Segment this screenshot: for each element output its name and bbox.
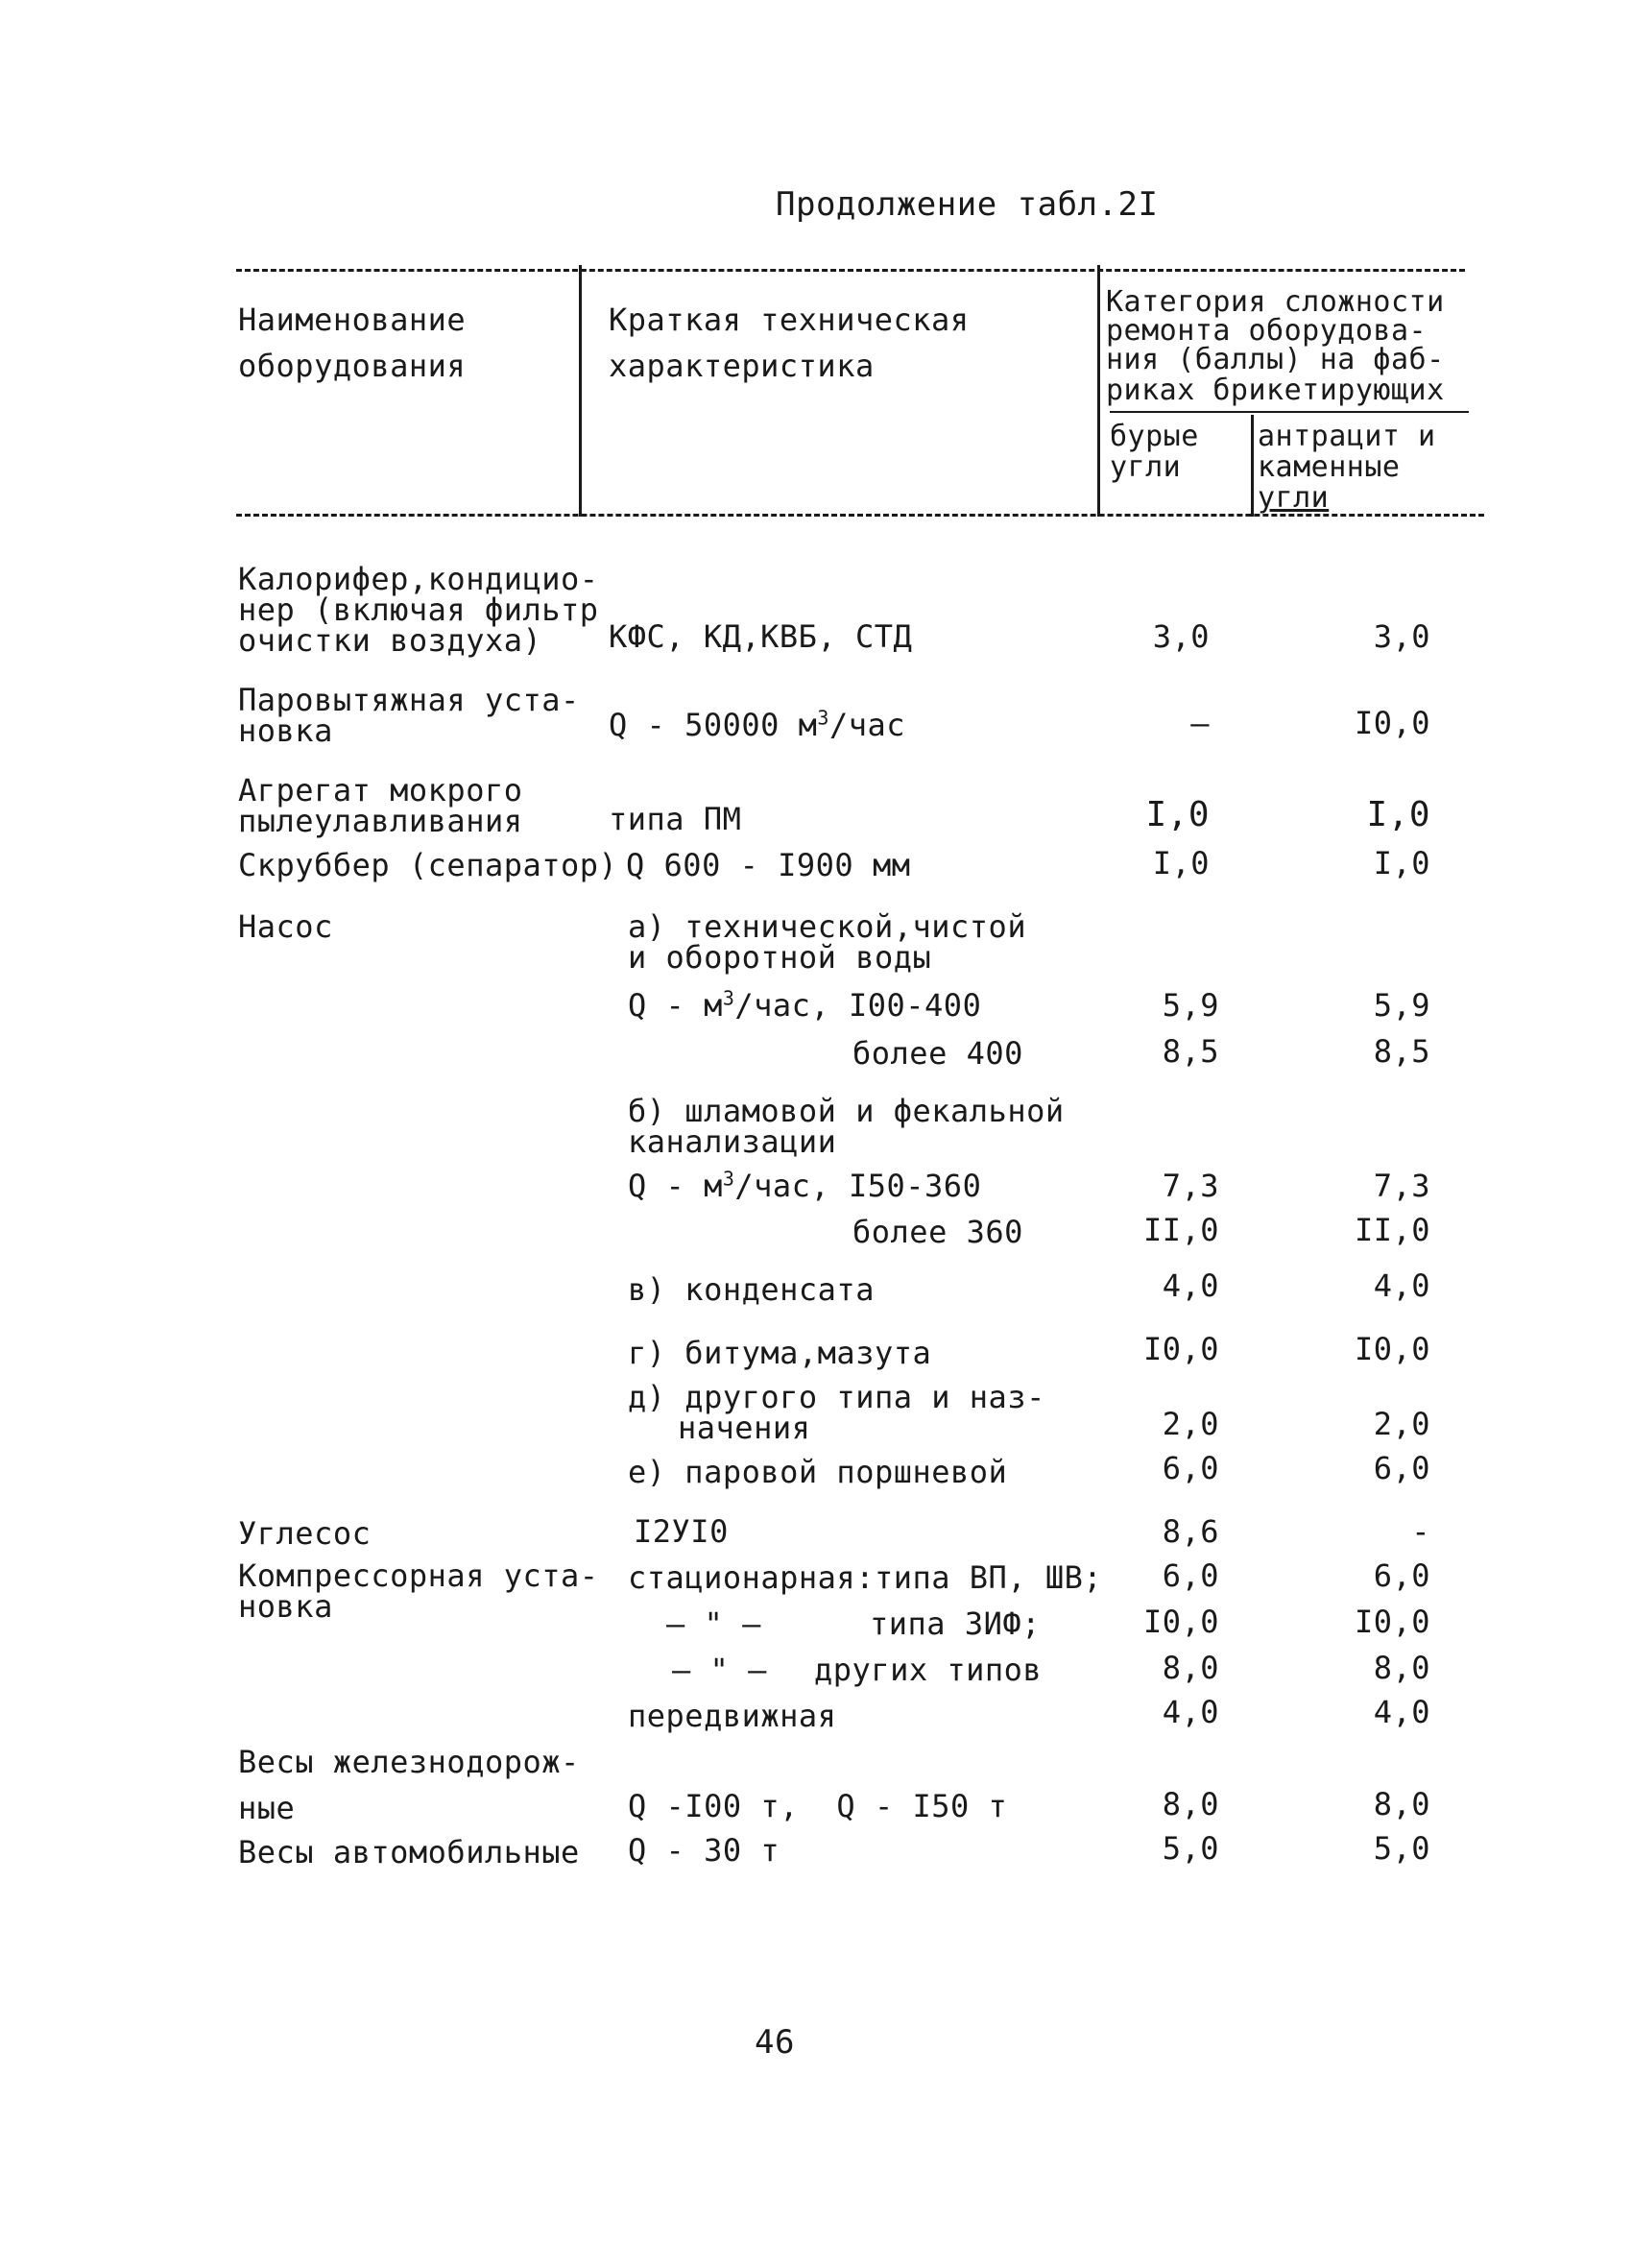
value-anthracite: 5,0 <box>1373 1830 1430 1867</box>
header-cat-line: ния (баллы) на фаб- <box>1106 343 1445 376</box>
row-name: Паровытяжная уста- <box>238 682 580 718</box>
row-name: Углесос <box>238 1515 372 1552</box>
value-brown: II,0 <box>1142 1212 1219 1248</box>
value-brown: 8,5 <box>1162 1033 1219 1070</box>
row-name: Агрегат мокрого <box>238 772 523 808</box>
header-name-line: Наименование <box>238 302 467 338</box>
pump-subtype: г) битума,мазута <box>628 1335 932 1371</box>
row-characteristic: типа ПМ <box>609 801 742 837</box>
value-anthracite: 4,0 <box>1373 1694 1430 1730</box>
value-anthracite: I,0 <box>1373 845 1430 881</box>
pump-range: более 360 <box>852 1214 1023 1250</box>
value-anthracite: - <box>1411 1513 1430 1550</box>
pump-range: более 400 <box>852 1035 1023 1072</box>
row-name: новка <box>238 712 333 749</box>
header-brown-line: бурые <box>1110 420 1199 453</box>
row-name: Весы железнодорож- <box>238 1744 580 1780</box>
row-characteristic: КФС, КД,КВБ, СТД <box>609 618 913 655</box>
row-name: новка <box>238 1588 333 1625</box>
value-brown: 4,0 <box>1162 1267 1219 1304</box>
value-brown: 6,0 <box>1162 1557 1219 1594</box>
row-name: пылеулавливания <box>238 803 523 839</box>
value-anthracite: I0,0 <box>1354 1331 1430 1367</box>
value-anthracite: 6,0 <box>1373 1557 1430 1594</box>
category-underline <box>1110 411 1469 413</box>
pump-subtype: б) шламовой и фекальной <box>628 1093 1065 1129</box>
value-anthracite: 5,9 <box>1373 987 1430 1024</box>
row-name: Весы автомобильные <box>238 1834 580 1870</box>
compressor-type: стационарная:типа ВП, ШВ; <box>628 1559 1103 1596</box>
column-divider-2 <box>1097 265 1100 517</box>
pump-subtype: начения <box>678 1410 811 1446</box>
value-brown: I0,0 <box>1142 1331 1219 1367</box>
value-brown: 8,6 <box>1162 1513 1219 1550</box>
value-brown: I0,0 <box>1142 1604 1219 1640</box>
value-anthracite: I0,0 <box>1354 1604 1430 1640</box>
value-anthracite: 8,0 <box>1373 1650 1430 1686</box>
value-anthracite: 8,0 <box>1373 1786 1430 1822</box>
pump-subtype: е) паровой поршневой <box>628 1454 1008 1490</box>
row-name: ные <box>238 1790 296 1826</box>
header-cat-line: Категория сложности <box>1106 285 1445 319</box>
pump-range: Q - $м^3$/час, I50-360 <box>628 1167 982 1204</box>
header-char-line: Краткая техническая <box>609 302 970 338</box>
header-anthr-line: угли <box>1258 481 1330 515</box>
compressor-type: передвижная <box>628 1698 837 1734</box>
row-name: нер (включая фильтр <box>238 591 599 628</box>
header-top-rule <box>236 269 1465 272</box>
value-anthracite: 6,0 <box>1373 1450 1430 1486</box>
column-divider-3 <box>1251 415 1254 517</box>
header-cat-line: ремонта оборудова- <box>1106 314 1428 348</box>
row-characteristic: Q - 50000 $м^3$/час <box>609 706 906 743</box>
pump-subtype: и оборотной воды <box>628 939 932 976</box>
value-brown: 6,0 <box>1162 1450 1219 1486</box>
value-brown: 8,0 <box>1162 1786 1219 1822</box>
page-number: 46 <box>755 2023 795 2062</box>
compressor-type: других типов <box>814 1652 1043 1688</box>
header-char-line: характеристика <box>609 348 875 384</box>
value-brown: 2,0 <box>1162 1406 1219 1442</box>
value-brown: — <box>1190 705 1210 741</box>
row-name: Компрессорная уста- <box>238 1557 599 1594</box>
value-anthracite: 8,5 <box>1373 1033 1430 1070</box>
page-heading: Продолжение табл.2I <box>776 185 1159 224</box>
value-brown: I,0 <box>1152 845 1210 881</box>
value-brown: 7,3 <box>1162 1168 1219 1204</box>
row-characteristic: Q -I00 т, Q - I50 т <box>628 1788 1008 1824</box>
value-anthracite: I0,0 <box>1354 705 1430 741</box>
value-anthracite: 2,0 <box>1373 1406 1430 1442</box>
header-anthr-line: антрацит и <box>1258 420 1436 453</box>
compressor-type: типа ЗИФ; <box>870 1605 1041 1642</box>
row-name: Насос <box>238 908 333 945</box>
row-name: Скруббер (сепаратор) <box>238 847 618 883</box>
header-name-line: оборудования <box>238 348 467 384</box>
header-brown-line: угли <box>1110 450 1182 484</box>
value-anthracite: 4,0 <box>1373 1267 1430 1304</box>
value-brown: 3,0 <box>1152 618 1210 655</box>
column-divider-1 <box>579 265 582 517</box>
value-brown: 5,0 <box>1162 1830 1219 1867</box>
pump-subtype: в) конденсата <box>628 1271 875 1308</box>
value-brown: 4,0 <box>1162 1694 1219 1730</box>
pump-subtype: канализации <box>628 1123 837 1160</box>
pump-range: Q - $м^3$/час, I00-400 <box>628 986 982 1024</box>
value-anthracite: II,0 <box>1354 1212 1430 1248</box>
pump-subtype: д) другого типа и наз- <box>628 1379 1045 1415</box>
value-anthracite: I,0 <box>1366 795 1430 834</box>
pump-subtype: а) технической,чистой <box>628 908 1027 945</box>
ditto-mark: — " — <box>672 1652 767 1688</box>
header-cat-line: риках брикетирующих <box>1106 374 1445 407</box>
value-brown: I,0 <box>1145 795 1210 834</box>
row-characteristic: Q - 30 т <box>628 1832 780 1869</box>
value-anthracite: 3,0 <box>1373 618 1430 655</box>
value-anthracite: 7,3 <box>1373 1168 1430 1204</box>
header-anthr-line: каменные <box>1258 450 1401 484</box>
row-name: очистки воздуха) <box>238 622 542 659</box>
row-characteristic: I2УI0 <box>634 1513 729 1550</box>
value-brown: 8,0 <box>1162 1650 1219 1686</box>
row-characteristic: Q 600 - I900 мм <box>626 847 911 883</box>
ditto-mark: — " — <box>666 1605 761 1642</box>
value-brown: 5,9 <box>1162 987 1219 1024</box>
row-name: Калорифер,кондицио- <box>238 561 599 597</box>
